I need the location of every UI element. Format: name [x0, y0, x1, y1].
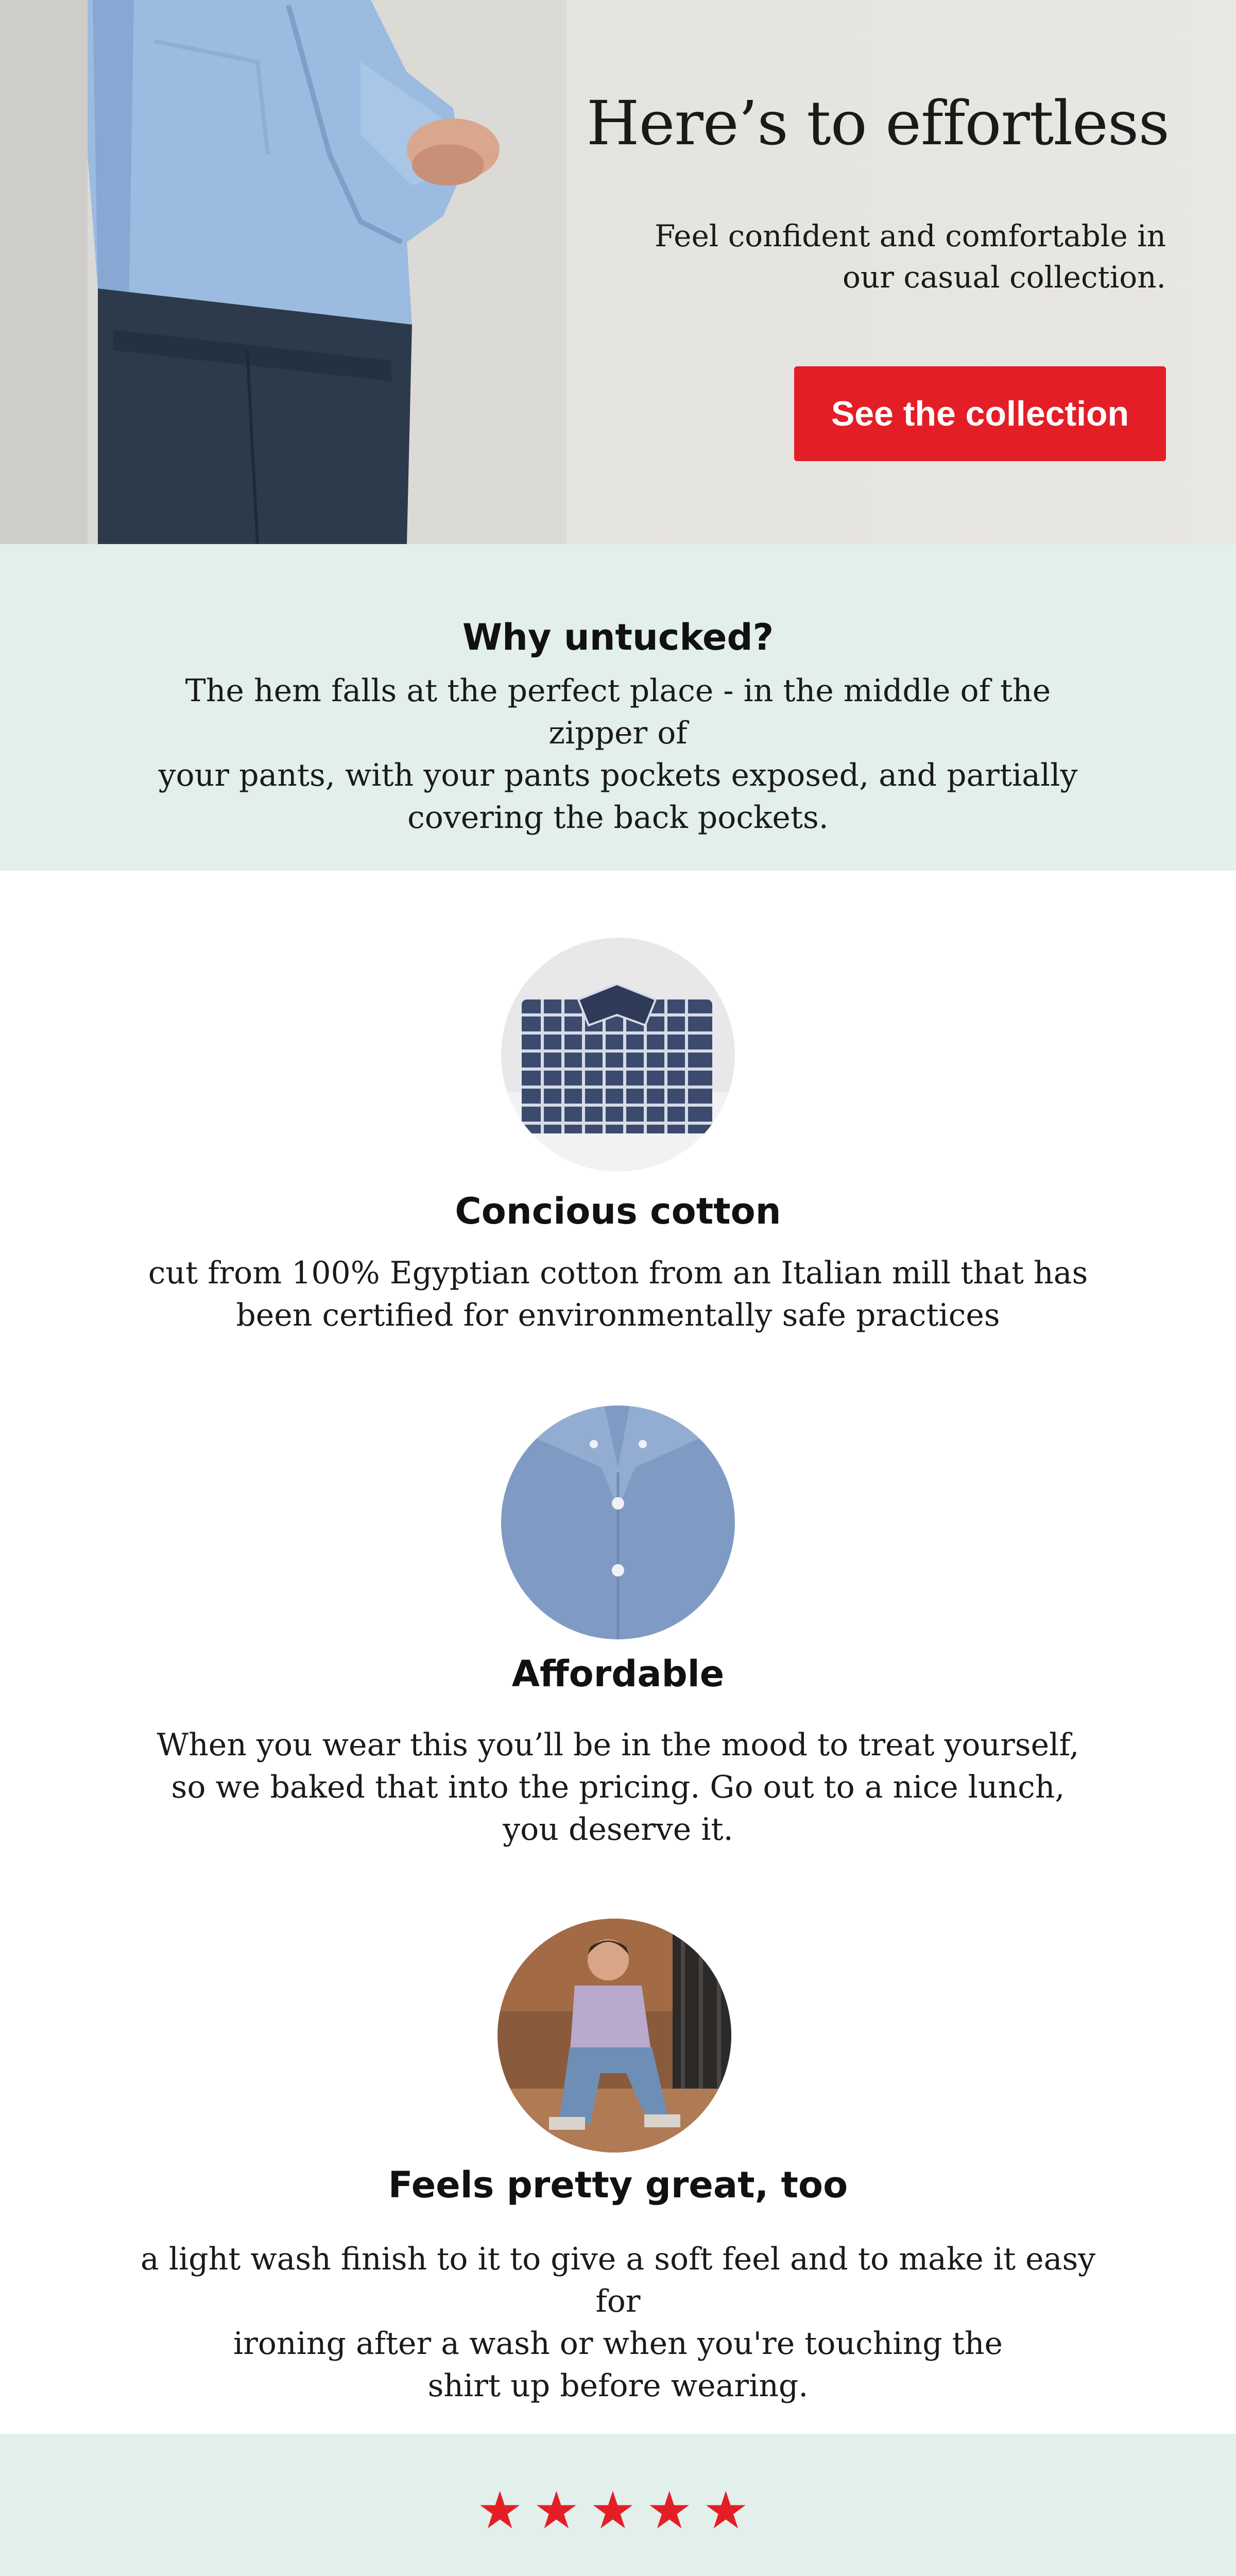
- feature-text-line2: ironing after a wash or when you're touching the: [233, 2326, 1003, 2362]
- feature-title: Concious cotton: [455, 1190, 781, 1232]
- feature-title: Affordable: [511, 1653, 725, 1695]
- review-section: [0, 2434, 1236, 2576]
- why-text-line3: covering the back pockets.: [407, 800, 829, 836]
- seated-model-image: [497, 1919, 731, 2153]
- hero-subtitle-line1: Feel confident and comfortable in: [655, 218, 1166, 253]
- hero-banner: [0, 0, 1236, 544]
- see-collection-button[interactable]: See the collection: [794, 366, 1166, 461]
- feature-title: Feels pretty great, too: [388, 2164, 848, 2206]
- feature-text-line2: been certified for environmentally safe practices: [236, 1297, 1000, 1333]
- why-text-line2: your pants, with your pants pockets exposed, and partially: [158, 757, 1078, 793]
- why-untucked-section: [0, 544, 1236, 871]
- folded-shirt-image: [501, 938, 735, 1172]
- why-title: Why untucked?: [462, 616, 774, 658]
- feature-text: [129, 2238, 1107, 2407]
- feature-cotton: [0, 938, 1236, 1350]
- feature-text-line1: a light wash finish to it to give a soft feel and to make it easy for: [140, 2241, 1096, 2319]
- feature-text-line2: so we baked that into the pricing. Go out to a nice lunch,: [171, 1769, 1065, 1805]
- why-text-line1: The hem falls at the perfect place - in the middle of the zipper of: [185, 673, 1051, 751]
- feature-text-line3: shirt up before wearing.: [427, 2368, 809, 2404]
- hero-model-image: [0, 0, 566, 544]
- why-text: [139, 670, 1097, 839]
- star-rating: ★★★★★: [476, 2480, 760, 2540]
- hero-subtitle: [651, 215, 1166, 298]
- feature-affordable: [0, 1405, 1236, 1869]
- hero-subtitle-line2: our casual collection.: [842, 260, 1166, 295]
- feature-text: [129, 1252, 1107, 1336]
- feature-text-line1: cut from 100% Egyptian cotton from an Italian mill that has: [148, 1255, 1088, 1291]
- feature-text: [129, 1724, 1107, 1851]
- shirt-collar-image: [501, 1405, 735, 1639]
- feature-text-line3: you deserve it.: [503, 1811, 733, 1848]
- feature-feels-great: [0, 1919, 1236, 2404]
- hero-title: Here’s to effortless: [586, 88, 1169, 159]
- feature-text-line1: When you wear this you’ll be in the mood to treat yourself,: [157, 1727, 1079, 1763]
